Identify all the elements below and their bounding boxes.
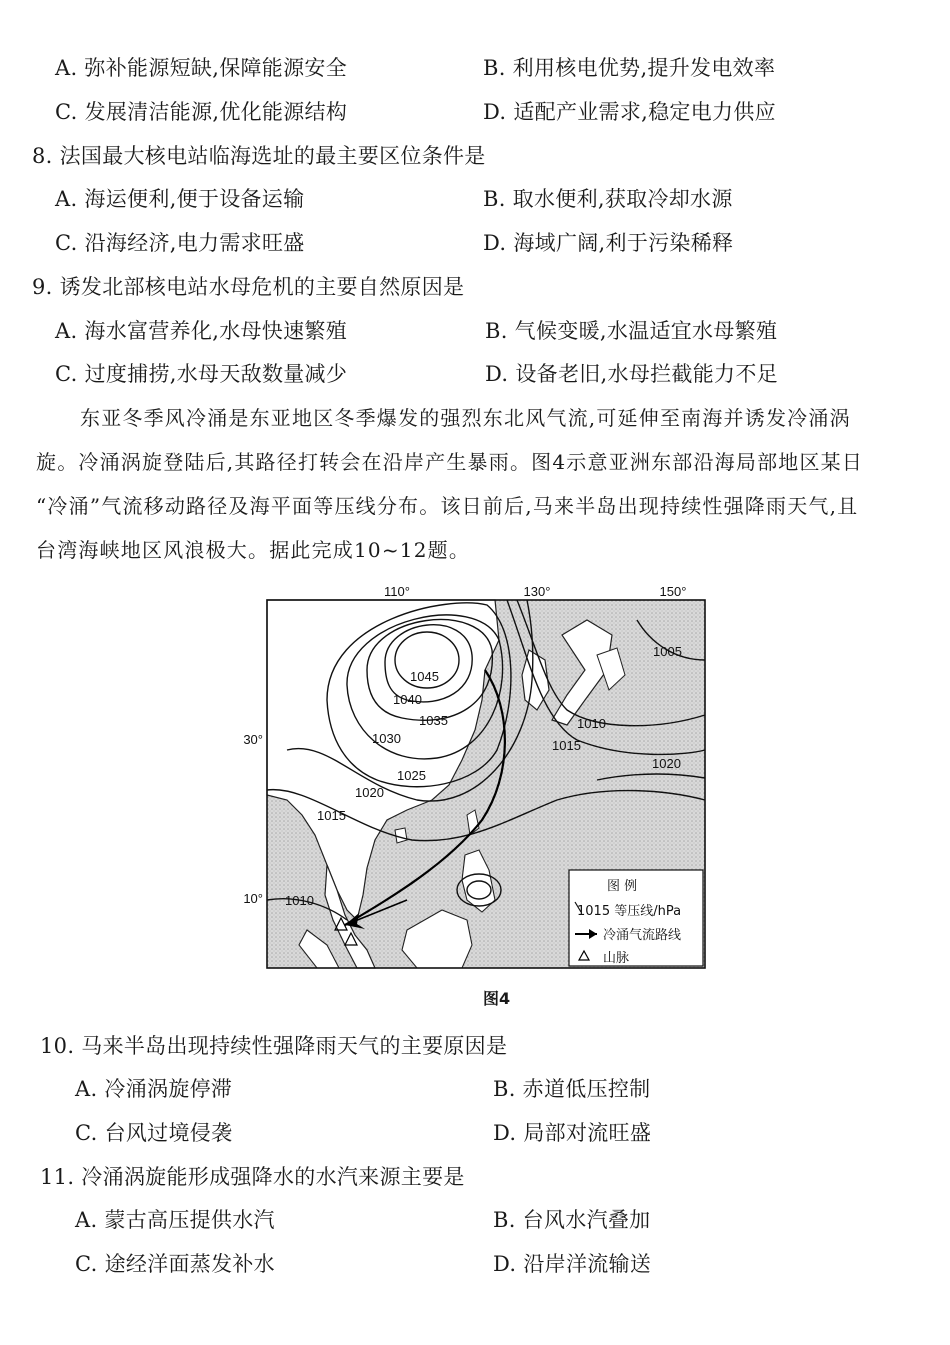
q9-option-b: B. 气候变暖,水温适宜水母繁殖 [485,319,778,343]
q7-option-a: A. 弥补能源短缺,保障能源安全 [55,56,347,80]
lon-label-150: 150° [659,584,687,599]
figure-4-map [235,580,715,975]
passage-line-3: “冷涌”气流移动路径及海平面等压线分布。该日前后,马来半岛出现持续性强降雨天气,且 [36,494,859,518]
isobar-label-1020: 1020 [355,785,384,800]
q10-stem: 10. 马来半岛出现持续性强降雨天气的主要原因是 [40,1034,508,1058]
q8-option-d: D. 海域广阔,利于污染稀释 [483,231,734,255]
q7-option-b: B. 利用核电优势,提升发电效率 [483,56,776,80]
isobar-label-1015: 1015 [317,808,346,823]
lon-label-130: 130° [523,584,551,599]
q9-option-a: A. 海水富营养化,水母快速繁殖 [55,319,347,343]
q9-option-d: D. 设备老旧,水母拦截能力不足 [485,362,778,386]
q8-stem: 8. 法国最大核电站临海选址的最主要区位条件是 [32,144,486,168]
q8-option-c: C. 沿海经济,电力需求旺盛 [55,231,305,255]
q10-option-a: A. 冷涌涡旋停滞 [75,1077,233,1101]
lon-label-110: 110° [384,584,410,599]
isobar-label-1015-east: 1015 [552,738,581,753]
isobar-label-1010-west: 1010 [285,893,314,908]
isobar-label-1025: 1025 [397,768,426,783]
isobar-label-1040: 1040 [393,692,422,707]
q11-option-d: D. 沿岸洋流输送 [493,1252,652,1276]
legend-isobar: 1015 等压线/hPa [577,904,682,919]
passage-line-1: 东亚冬季风冷涌是东亚地区冬季爆发的强烈东北风气流,可延伸至南海并诱发冷涌涡 [80,406,851,430]
q11-option-b: B. 台风水汽叠加 [493,1208,651,1232]
q7-option-c: C. 发展清洁能源,优化能源结构 [55,100,348,124]
legend-title: 图 例 [607,879,638,894]
isobar-label-1045: 1045 [410,669,439,684]
q7-option-d: D. 适配产业需求,稳定电力供应 [483,100,776,124]
isobar-label-1030: 1030 [372,731,401,746]
isobar-label-1020-east: 1020 [652,756,681,771]
passage-line-2: 旋。冷涌涡旋登陆后,其路径打转会在沿岸产生暴雨。图4示意亚洲东部沿海局部地区某日 [36,450,864,474]
figure-caption: 图4 [483,989,511,1008]
q9-option-c: C. 过度捕捞,水母天敌数量减少 [55,362,348,386]
lat-label-10: 10° [243,891,263,906]
legend [569,870,703,966]
q11-stem: 11. 冷涌涡旋能形成强降水的水汽来源主要是 [40,1165,465,1189]
q10-option-c: C. 台风过境侵袭 [75,1121,233,1145]
legend-mountain: 山脉 [603,951,630,966]
lat-label-30: 30° [243,732,263,747]
q11-option-a: A. 蒙古高压提供水汽 [75,1208,275,1232]
isobar-label-1005: 1005 [653,644,682,659]
isobar-label-1010-east: 1010 [577,716,606,731]
q11-option-c: C. 途经洋面蒸发补水 [75,1252,275,1276]
legend-route: 冷涌气流路线 [603,928,682,943]
q8-option-b: B. 取水便利,获取冷却水源 [483,187,733,211]
q10-option-d: D. 局部对流旺盛 [493,1121,652,1145]
q8-option-a: A. 海运便利,便于设备运输 [55,187,305,211]
passage-line-4: 台湾海峡地区风浪极大。据此完成10~12题。 [36,538,471,562]
q9-stem: 9. 诱发北部核电站水母危机的主要自然原因是 [32,275,465,299]
hainan [395,828,407,843]
isobar-label-1035: 1035 [419,713,448,728]
q10-option-b: B. 赤道低压控制 [493,1077,651,1101]
